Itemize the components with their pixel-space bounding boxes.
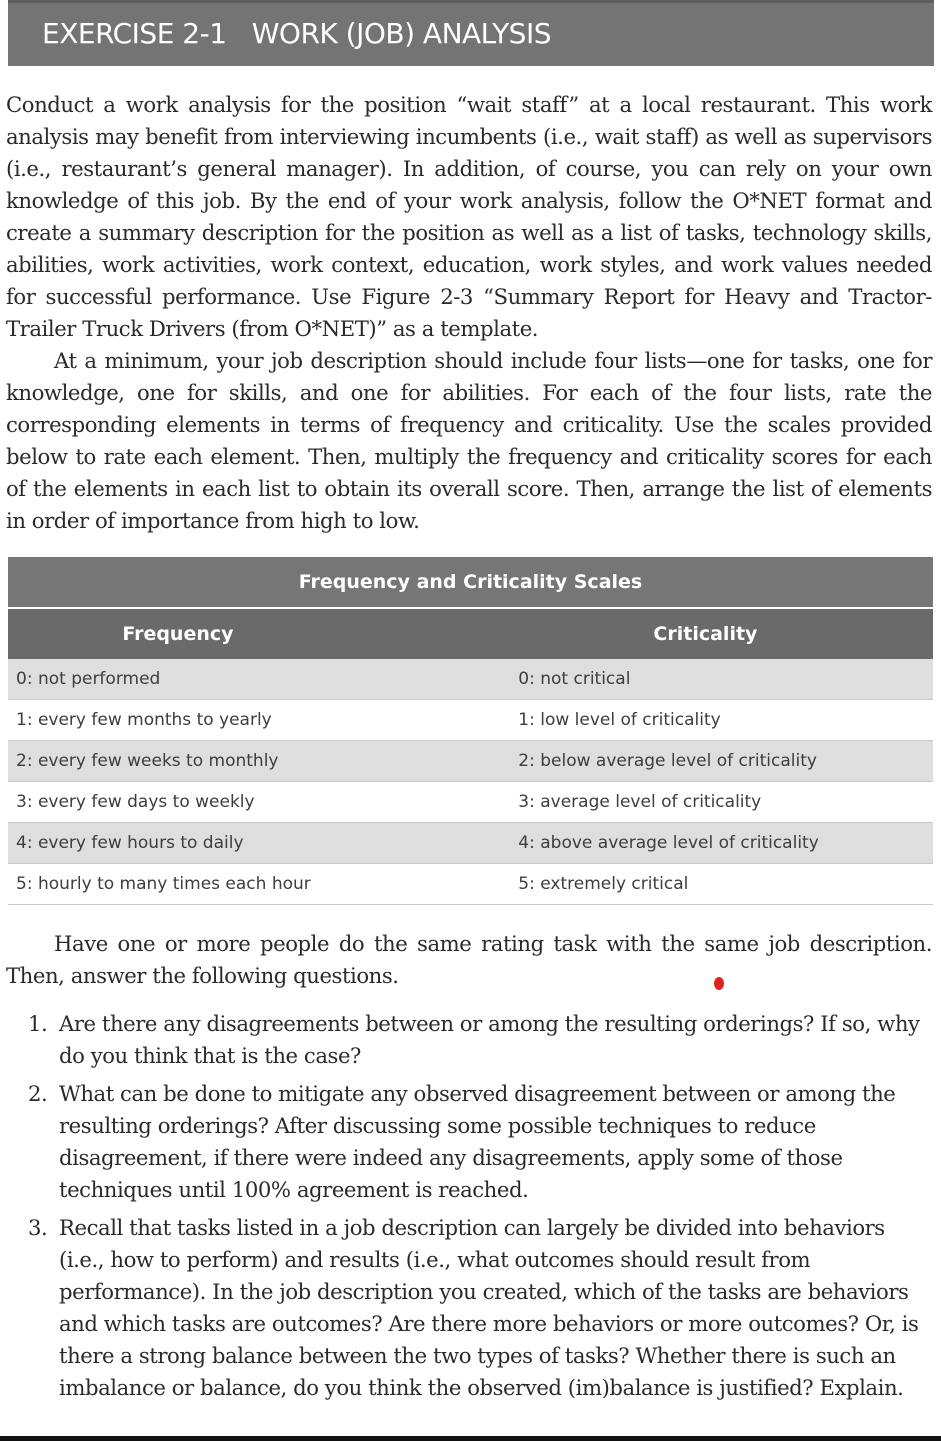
follow-up-text [6,928,932,992]
column-header-frequency: Frequency [122,623,234,645]
frequency-cell: 4: every few hours to daily [16,833,244,853]
intro-paragraph-2: At a minimum, your job description should include four lists—one for tasks, one for knowledge, one for skills, and one for abilities. For each of the four lists, rate the corresponding elements in terms of frequency and criticality. Use the scales provided below to rate each element. Then, multiply the frequency and criticality scores for each of the elements in each list to obtain its overall score. Then, arrange the list of elements in order of importance from high to low. [6,348,932,533]
question-number: 2. [28,1081,48,1106]
criticality-cell: 5: extremely critical [518,874,689,894]
question-text: What can be done to mitigate any observed disagreement between or among the resulting orderings? After discussing some possible techniques to reduce disagreement, if there were indeed any disagreements, apply some of those techniques until 100% agreement is reached. [59,1081,896,1202]
exercise-title [42,17,551,50]
bottom-divider [0,1436,941,1441]
question-text: Recall that tasks listed in a job description can largely be divided into behaviors (i.e., how to perform) and results (i.e., what outcomes should result from performance). In the job description you created, which of the tasks are behaviors and which tasks are outcomes? Are there more behaviors or more outcomes? Or, is there a strong balance between the two types of tasks? Whether there is such an imbalance or balance, do you think the observed (im)balance is justified? Explain. [59,1215,919,1400]
criticality-cell: 3: average level of criticality [518,792,762,812]
question-number: 1. [28,1011,48,1036]
criticality-cell: 4: above average level of criticality [518,833,819,853]
intro-paragraph-1: Conduct a work analysis for the position “wait staff” at a local restaurant. This work analysis may benefit from interviewing incumbents (i.e., wait staff) as well as supervisors (i.e., restaurant’s general manager). In addition, of course, you can rely on your own knowledge of this job. By the end of your work analysis, follow the O*NET format and create a summary description for the position as well as a list of tasks, technology skills, abilities, work activities, work context, education, work styles, and work values needed for successful performance. Use Figure 2-3 “Summary Report for Heavy and Tractor-Trailer Truck Drivers (from O*NET)” as a template. [6,92,932,341]
criticality-cell: 2: below average level of criticality [518,751,817,771]
intro-text [6,89,932,537]
exercise-heading: WORK (JOB) ANALYSIS [251,17,551,50]
question-text: Are there any disagreements between or among the resulting orderings? If so, why do you think that is the case? [59,1011,920,1068]
red-mark-dot [714,977,724,990]
frequency-cell: 1: every few months to yearly [16,710,272,730]
question-number: 3. [28,1215,48,1240]
table-title: Frequency and Criticality Scales [8,557,933,607]
follow-up-paragraph: Have one or more people do the same rating task with the same job description. Then, answer the following questions. [6,931,932,988]
list-item [28,1078,932,1206]
criticality-cell: 0: not critical [518,669,631,689]
scales-table [8,557,933,905]
exercise-header [8,0,934,66]
table-row [8,659,933,700]
table-header-row [8,607,933,659]
table-row [8,700,933,741]
list-item [28,1212,932,1404]
table-row [8,741,933,782]
criticality-cell: 1: low level of criticality [518,710,721,730]
table-row [8,864,933,905]
frequency-cell: 2: every few weeks to monthly [16,751,279,771]
table-row [8,823,933,864]
frequency-cell: 0: not performed [16,669,161,689]
exercise-label: EXERCISE 2-1 [42,17,227,50]
table-row [8,782,933,823]
frequency-cell: 5: hourly to many times each hour [16,874,311,894]
question-list [28,1008,932,1410]
list-item [28,1008,932,1072]
frequency-cell: 3: every few days to weekly [16,792,255,812]
column-header-criticality: Criticality [653,623,758,645]
